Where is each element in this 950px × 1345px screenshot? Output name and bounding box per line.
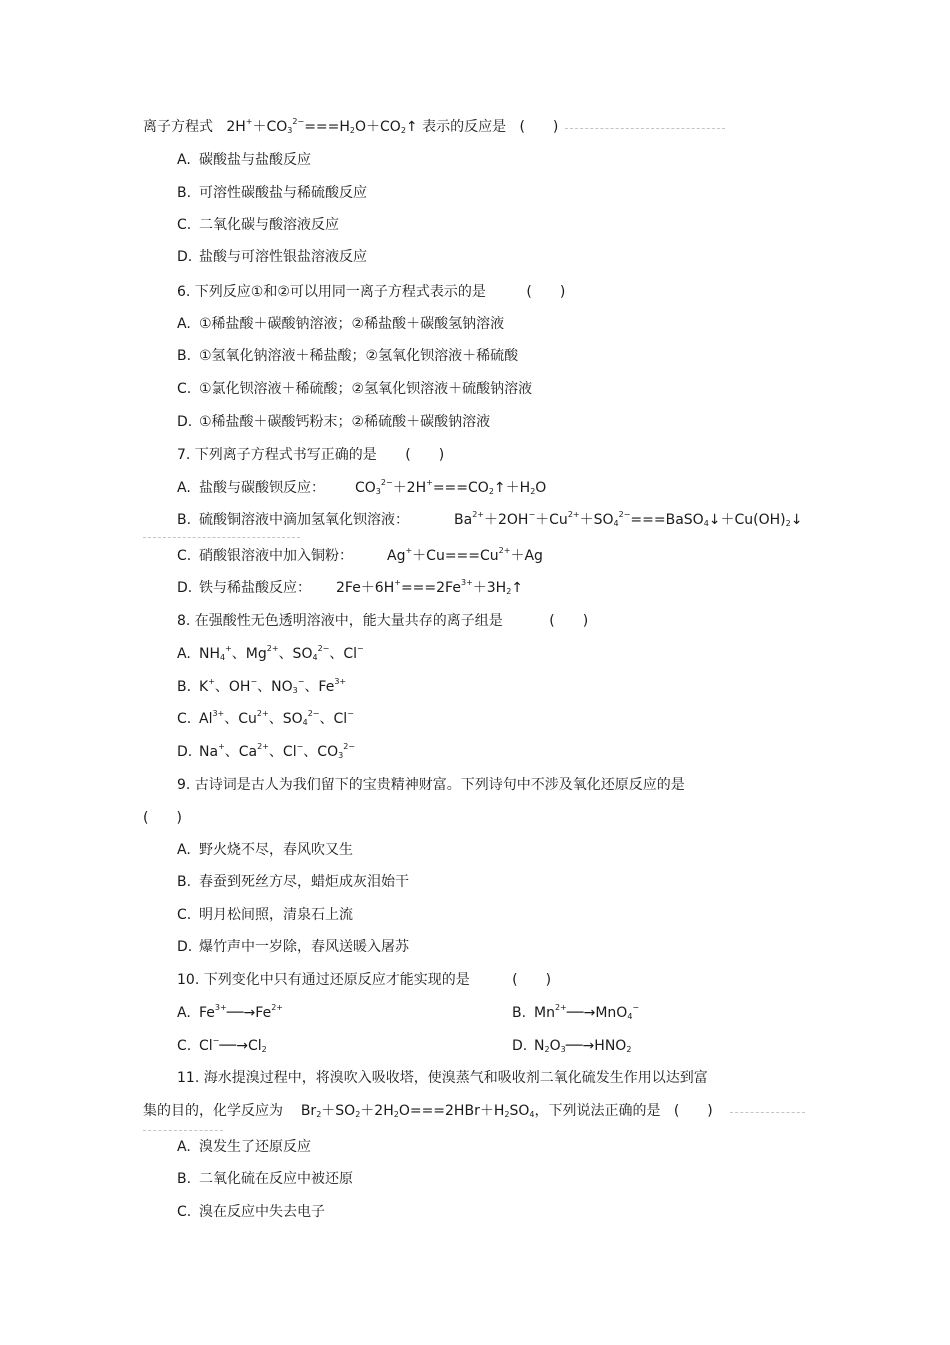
q11-stem-line1: 11. 海水提溴过程中，将溴吹入吸收塔，使溴蒸气和吸收剂二氧化硫发生作用以达到富 [177,1070,708,1086]
q6-stem: 6. 下列反应①和②可以用同一离子方程式表示的是 ( ) [177,284,566,300]
q11-stem-line2: 集的目的，化学反应为 $Br_2+SO_2+2H_2O===2HBr+H_2SO_4$，下列说法正确的是 ( ) [143,1103,713,1119]
q9-option-d[interactable]: D. 爆竹声中一岁除，春风送暖入屠苏 [177,939,409,955]
q10-option-b-formula: $Mn^{2+}──\to MnO_4^-$ [534,1003,640,1021]
q8-option-c-ions: $Al^{3+}$、$Cu^{2+}$、$SO_4^{2-}$、Cl− [199,709,354,727]
q9-option-c[interactable]: C. 明月松间照，清泉石上流 [177,907,353,923]
q7-option-a[interactable]: A. 盐酸与碳酸钡反应： $CO_3^{2-}+2H^+===CO_2↑+H_2O$ [177,478,547,496]
q8-option-a[interactable]: A. $NH_4^+$、$Mg^{2+}$、$SO_4^{2-}$、Cl− [177,644,364,662]
divider-dashed [143,537,300,538]
q7-option-a-equation: $CO_3^{2-}+2H^+===CO_2↑+H_2O$ [355,478,547,496]
q11-option-b[interactable]: B. 二氧化硫在反应中被还原 [177,1171,353,1187]
q9-option-a[interactable]: A. 野火烧不尽，春风吹又生 [177,842,353,858]
divider-dashed [730,1112,805,1113]
q9-stem: 9. 古诗词是古人为我们留下的宝贵精神财富。下列诗句中不涉及氧化还原反应的是 [177,777,685,793]
q5-option-a[interactable]: A. 碳酸盐与盐酸反应 [177,152,311,168]
divider-dashed [143,1130,223,1131]
q6-option-c[interactable]: C. ①氯化钡溶液＋稀硫酸；②氢氧化钡溶液＋硫酸钠溶液 [177,381,533,397]
answer-paren[interactable]: ( ) [526,284,566,300]
q10-option-c-formula: $Cl^-──\to Cl_2$ [199,1036,267,1054]
q5-option-b[interactable]: B. 可溶性碳酸盐与稀硫酸反应 [177,185,367,201]
answer-paren[interactable]: ( ) [512,972,552,988]
q10-option-c[interactable]: C. $Cl^-──\to Cl_2$ [177,1036,267,1054]
q7-option-d-equation: $2Fe+6H^+===2Fe^{3+}+3H_2↑$ [336,578,524,596]
answer-paren[interactable]: ( ) [143,810,182,826]
q7-option-b-equation: $Ba^{2+}+2OH^-+Cu^{2+}+SO_4^{2-}===BaSO_4↓+Cu(OH)_2↓$ [454,510,803,528]
q7-option-c[interactable]: C. 硝酸银溶液中加入铜粉： $Ag^++Cu===Cu^{2+}+Ag$ [177,546,543,564]
q10-option-d-formula: $N_2O_3──\to HNO_2$ [534,1038,632,1054]
q6-option-b[interactable]: B. ①氢氧化钠溶液＋稀盐酸；②氢氧化钡溶液＋稀硫酸 [177,348,519,364]
q11-option-c[interactable]: C. 溴在反应中失去电子 [177,1204,325,1220]
q8-option-d[interactable]: D. Na+、$Ca^{2+}$、Cl−、$CO_3^{2-}$ [177,742,355,760]
q7-stem: 7. 下列离子方程式书写正确的是 ( ) [177,447,445,463]
q5-option-c[interactable]: C. 二氧化碳与酸溶液反应 [177,217,339,233]
answer-paren[interactable]: ( ) [673,1103,713,1119]
q6-option-a[interactable]: A. ①稀盐酸＋碳酸钠溶液；②稀盐酸＋碳酸氢钠溶液 [177,316,505,332]
answer-paren[interactable]: ( ) [549,613,589,629]
q7-option-b[interactable]: B. 硫酸铜溶液中滴加氢氧化钡溶液： $Ba^{2+}+2OH^-+Cu^{2+}+SO_4^{2-}===BaSO_4↓+Cu(OH)_2↓$ [177,510,803,528]
q11-equation: $Br_2+SO_2+2H_2O===2HBr+H_2SO_4$ [300,1103,535,1119]
q5-stem: 离子方程式 $2H^++CO_3^{2-}===H_2O+CO_2↑$ 表示的反应是 ( ) [143,117,559,135]
q11-option-a[interactable]: A. 溴发生了还原反应 [177,1139,311,1155]
q8-option-b[interactable]: B. K+、OH−、$NO_3^-$、$Fe^{3+}$ [177,677,347,695]
q10-option-b[interactable]: B. $Mn^{2+}──\to MnO_4^-$ [512,1003,640,1021]
q6-option-d[interactable]: D. ①稀盐酸＋碳酸钙粉末；②稀硫酸＋碳酸钠溶液 [177,414,491,430]
q7-option-d[interactable]: D. 铁与稀盐酸反应： $2Fe+6H^+===2Fe^{3+}+3H_2↑$ [177,578,524,596]
q8-stem: 8. 在强酸性无色透明溶液中，能大量共存的离子组是 ( ) [177,613,589,629]
q9-option-b[interactable]: B. 春蚕到死丝方尽，蜡炬成灰泪始干 [177,874,409,890]
q8-option-a-ions: $NH_4^+$、$Mg^{2+}$、$SO_4^{2-}$、Cl− [199,644,364,662]
answer-paren[interactable]: ( ) [405,447,445,463]
q10-option-d[interactable]: D. $N_2O_3──\to HNO_2$ [512,1038,632,1054]
q5-option-d[interactable]: D. 盐酸与可溶性银盐溶液反应 [177,249,367,265]
q8-option-d-ions: Na+、$Ca^{2+}$、Cl−、$CO_3^{2-}$ [199,742,355,760]
q10-option-a-formula: $Fe^{3+}──\to Fe^{2+}$ [199,1003,283,1021]
q10-stem: 10. 下列变化中只有通过还原反应才能实现的是 ( ) [177,972,552,988]
q8-option-b-ions: K+、OH−、$NO_3^-$、$Fe^{3+}$ [199,677,347,695]
answer-paren[interactable]: ( ) [519,119,559,135]
q10-option-a[interactable]: A. $Fe^{3+}──\to Fe^{2+}$ [177,1003,283,1021]
q5-equation: $2H^++CO_3^{2-}===H_2O+CO_2↑$ [226,117,418,135]
q8-option-c[interactable]: C. $Al^{3+}$、$Cu^{2+}$、$SO_4^{2-}$、Cl− [177,709,354,727]
q7-option-c-equation: $Ag^++Cu===Cu^{2+}+Ag$ [387,546,543,564]
divider-dashed [565,128,725,129]
